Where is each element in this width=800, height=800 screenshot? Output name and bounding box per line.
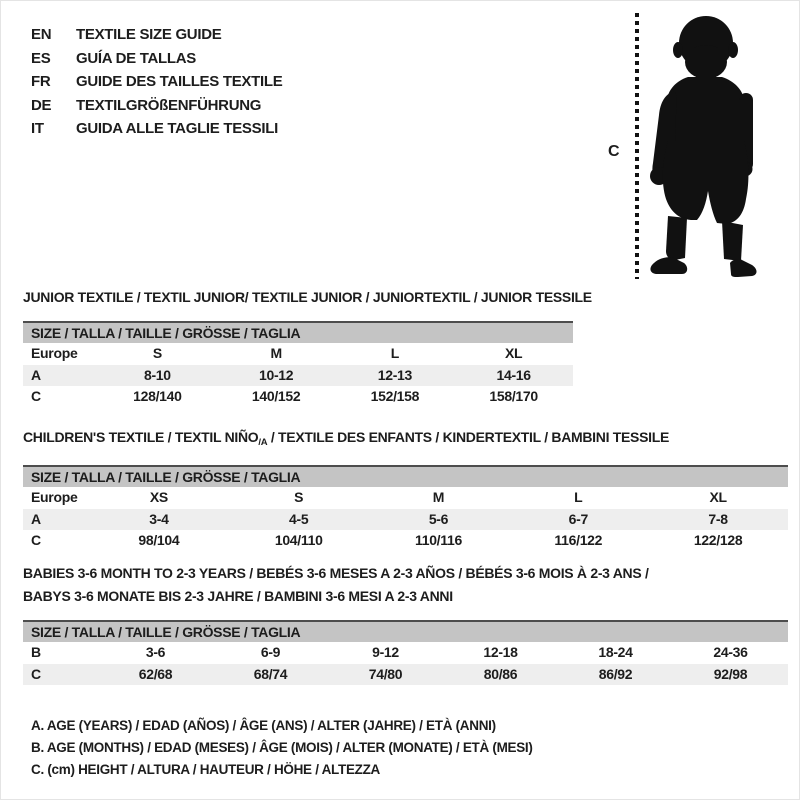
row-label: A xyxy=(31,366,41,383)
table-cell: 92/98 xyxy=(713,665,748,682)
table-cell: L xyxy=(390,345,399,361)
table-row xyxy=(23,343,573,365)
table-cell: XL xyxy=(709,489,727,505)
language-code: FR xyxy=(31,73,51,90)
table-row xyxy=(23,664,788,686)
row-label: Europe xyxy=(31,489,78,505)
section-title xyxy=(23,289,592,306)
row-label: C xyxy=(31,532,41,548)
table-cell: S xyxy=(294,489,304,505)
section-title-part: BABYS 3-6 MONATE BIS 2-3 JAHRE / BAMBINI 3-6 MESI A 2-3 ANNI xyxy=(23,588,453,604)
table-cell: 98/104 xyxy=(138,532,180,548)
table-cell: XL xyxy=(504,345,523,361)
table-cell: 128/140 xyxy=(133,388,182,404)
table-cell: M xyxy=(432,489,445,505)
table-cell: 74/80 xyxy=(368,665,403,682)
language-row xyxy=(31,70,282,94)
section-junior xyxy=(23,289,592,408)
language-label: GUIDA ALLE TAGLIE TESSILI xyxy=(76,120,278,137)
height-dashed-line xyxy=(635,13,639,279)
language-row xyxy=(31,117,282,141)
section-babies xyxy=(23,562,788,685)
table-cell: 68/74 xyxy=(253,665,288,682)
table-cell: 80/86 xyxy=(483,665,518,682)
language-code: ES xyxy=(31,49,51,67)
toddler-silhouette-icon xyxy=(646,11,758,279)
table-cell: 18-24 xyxy=(598,644,633,660)
language-label: GUÍA DE TALLAS xyxy=(76,49,196,67)
language-label: GUIDE DES TAILLES TEXTILE xyxy=(76,73,283,90)
section-children xyxy=(23,429,788,552)
table-cell: 14-16 xyxy=(496,366,531,383)
height-marker-label: C xyxy=(608,143,620,160)
section-title-part: JUNIOR TEXTILE / TEXTIL JUNIOR/ TEXTILE JUNIOR / JUNIORTEXTIL / JUNIOR TESSILE xyxy=(23,289,592,305)
table-row xyxy=(23,642,788,664)
table-cell: M xyxy=(270,345,282,361)
table-cell: 8-10 xyxy=(143,366,171,383)
table-cell: S xyxy=(152,345,162,361)
table-row xyxy=(23,509,788,531)
table-row xyxy=(23,386,573,408)
language-row xyxy=(31,23,282,47)
row-label: B xyxy=(31,644,41,660)
table-cell: 5-6 xyxy=(428,510,449,527)
section-title-part: /A xyxy=(258,437,268,448)
table-cell: 3-4 xyxy=(149,510,169,527)
row-label: C xyxy=(31,388,41,404)
size-table xyxy=(23,465,788,552)
section-title-part: CHILDREN'S TEXTILE / TEXTIL NIÑO xyxy=(23,429,259,445)
row-label: Europe xyxy=(31,345,78,361)
table-cell: 140/152 xyxy=(251,388,301,404)
table-cell: 6-9 xyxy=(260,644,281,660)
table-cell: 104/110 xyxy=(274,532,323,548)
table-cell: 6-7 xyxy=(568,510,588,527)
table-header: SIZE / TALLA / TAILLE / GRÖSSE / TAGLIA xyxy=(23,465,788,487)
table-cell: 4-5 xyxy=(289,510,309,527)
table-row xyxy=(23,487,788,509)
language-code: DE xyxy=(31,96,52,114)
table-row xyxy=(23,530,788,552)
row-label: C xyxy=(31,665,41,682)
footnote: C. (cm) HEIGHT / ALTURA / HAUTEUR / HÖHE / ALTEZZA xyxy=(31,762,380,777)
table-cell: L xyxy=(574,489,583,505)
language-row xyxy=(31,94,282,118)
table-cell: 10-12 xyxy=(258,366,294,383)
table-cell: 158/170 xyxy=(489,388,538,404)
language-label: TEXTILGRÖßENFÜHRUNG xyxy=(76,96,262,114)
footnote: B. AGE (MONTHS) / EDAD (MESES) / ÂGE (MOIS) / ALTER (MONATE) / ETÀ (MESI) xyxy=(31,740,533,755)
table-cell: 122/128 xyxy=(693,532,743,548)
table-cell: 3-6 xyxy=(145,644,166,660)
language-code: IT xyxy=(31,120,44,137)
size-table xyxy=(23,321,573,408)
language-list xyxy=(31,23,282,141)
section-title xyxy=(23,429,788,451)
section-title-part: BABIES 3-6 MONTH TO 2-3 YEARS / BEBÉS 3-6 MESES A 2-3 AÑOS / BÉBÉS 3-6 MOIS À 2-3 ANS / xyxy=(23,565,649,581)
size-table xyxy=(23,620,788,685)
footnotes xyxy=(31,715,533,781)
table-header: SIZE / TALLA / TAILLE / GRÖSSE / TAGLIA xyxy=(23,321,573,343)
table-cell: 7-8 xyxy=(708,510,728,527)
table-header: SIZE / TALLA / TAILLE / GRÖSSE / TAGLIA xyxy=(23,620,788,642)
table-cell: 116/122 xyxy=(554,532,603,548)
table-cell: 110/116 xyxy=(415,532,462,548)
table-cell: 86/92 xyxy=(598,665,633,682)
table-row xyxy=(23,365,573,387)
row-label: A xyxy=(31,510,41,527)
table-cell: 62/68 xyxy=(138,665,173,682)
table-cell: 152/158 xyxy=(370,388,420,404)
table-cell: 24-36 xyxy=(713,644,748,660)
language-label: TEXTILE SIZE GUIDE xyxy=(76,26,222,43)
section-title xyxy=(23,562,788,608)
table-cell: XS xyxy=(149,489,168,505)
section-title-part: / TEXTILE DES ENFANTS / KINDERTEXTIL / BAMBINI TESSILE xyxy=(267,429,670,445)
language-code: EN xyxy=(31,26,52,43)
footnote: A. AGE (YEARS) / EDAD (AÑOS) / ÂGE (ANS) / ALTER (JAHRE) / ETÀ (ANNI) xyxy=(31,718,496,733)
table-cell: 9-12 xyxy=(372,644,399,660)
table-cell: 12-13 xyxy=(377,366,413,383)
language-row xyxy=(31,47,282,71)
table-cell: 12-18 xyxy=(483,644,518,660)
